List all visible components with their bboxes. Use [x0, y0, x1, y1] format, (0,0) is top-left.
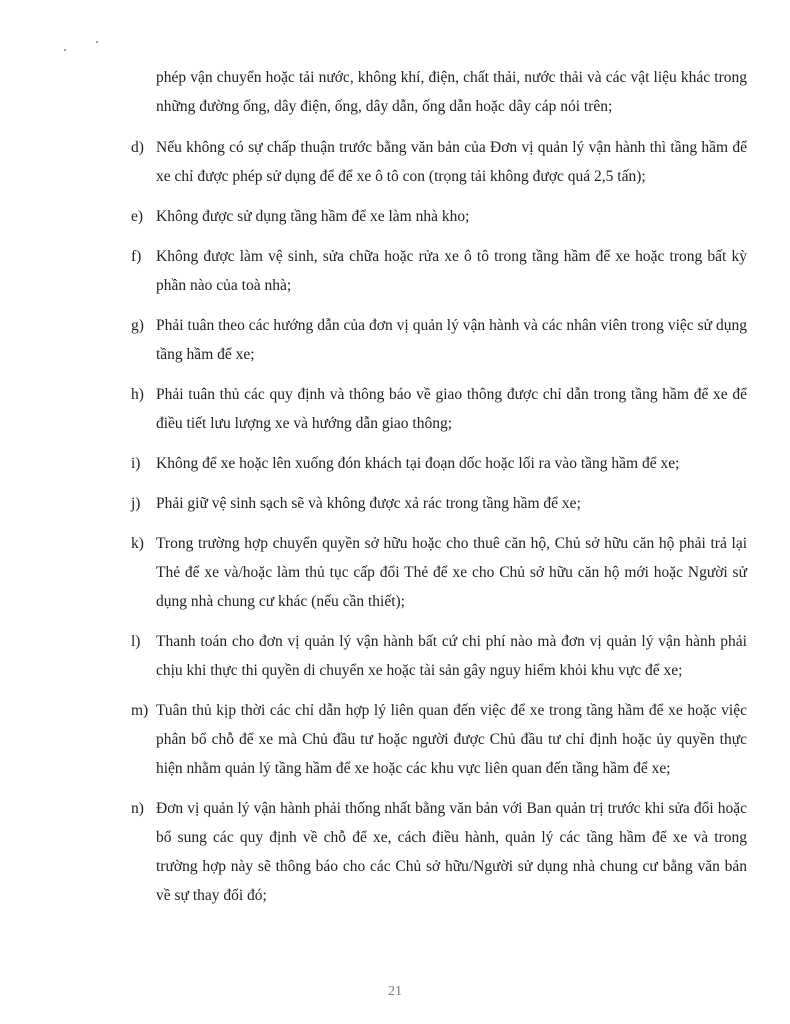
document-body: [131, 63, 747, 921]
list-item-d: [131, 133, 747, 191]
list-item-label: i): [131, 455, 141, 472]
list-item-label: k): [131, 535, 144, 552]
list-item-h: [131, 380, 747, 438]
page-number: 21: [388, 984, 402, 999]
list-item-l: [131, 627, 747, 685]
scan-speck: [64, 49, 66, 51]
list-item-g: [131, 311, 747, 369]
list-item-label: l): [131, 633, 141, 650]
continued-paragraph: phép vận chuyển hoặc tải nước, không khí, điện, chất thải, nước thải và các vật liệu khác trong những đường ống, dây điện, ống, dây dẫn, ống dẫn hoặc dây cáp nói trên;: [156, 69, 747, 115]
list-item-label: h): [131, 386, 144, 403]
scan-speck: [96, 41, 98, 43]
list-item-label: e): [131, 208, 144, 225]
list-item-text: Trong trường hợp chuyển quyền sở hữu hoặc cho thuê căn hộ, Chủ sở hữu căn hộ phải trả lại Thẻ để xe và/hoặc làm thủ tục cấp đổi Thẻ để xe cho Chủ sở hữu căn hộ mới hoặc Người sử dụng nhà chung cư khác (nếu cần thiết);: [156, 535, 747, 610]
list-item-k: [131, 529, 747, 616]
list-item-text: Phải tuân thủ các quy định và thông báo về giao thông được chỉ dẫn trong tầng hầm để xe để điều tiết lưu lượng xe và hướng dẫn giao thông;: [156, 386, 747, 432]
list-item-label: d): [131, 139, 144, 156]
list-item-label: f): [131, 248, 142, 265]
list-item-text: Thanh toán cho đơn vị quản lý vận hành bất cứ chi phí nào mà đơn vị quản lý vận hành phải chịu khi thực thi quyền di chuyển xe hoặc tài sản gây nguy hiểm khỏi khu vực để xe;: [156, 633, 747, 679]
list-item-text: Đơn vị quản lý vận hành phải thống nhất bằng văn bản với Ban quản trị trước khi sửa đổi hoặc bổ sung các quy định về chỗ để xe, cách điều hành, quản lý các tầng hầm để xe và trong trường hợp này sẽ thông báo cho các Chủ sở hữu/Người sử dụng nhà chung cư bằng văn bản về sự thay đổi đó;: [156, 800, 747, 904]
list-item-f: [131, 242, 747, 300]
list-item-label: g): [131, 317, 144, 334]
list-item-n: [131, 794, 747, 910]
list-item-i: [131, 449, 747, 478]
list-item-label: j): [131, 495, 141, 512]
list-item-j: [131, 489, 747, 518]
list-item-m: [131, 696, 747, 783]
list-item-text: Phải giữ vệ sinh sạch sẽ và không được xả rác trong tầng hầm để xe;: [156, 495, 581, 512]
list-item-text: Không để xe hoặc lên xuống đón khách tại đoạn dốc hoặc lối ra vào tầng hầm để xe;: [156, 455, 680, 472]
list-item-label: n): [131, 800, 144, 817]
list-item-text: Nếu không có sự chấp thuận trước bằng văn bản của Đơn vị quản lý vận hành thì tầng hầm để xe chỉ được phép sử dụng để để xe ô tô con (trọng tải không được quá 2,5 tấn);: [156, 139, 747, 185]
list-item-text: Không được làm vệ sinh, sửa chữa hoặc rửa xe ô tô trong tầng hầm để xe hoặc trong bất kỳ phần nào của toà nhà;: [156, 248, 747, 294]
list-item-text: Phải tuân theo các hướng dẫn của đơn vị quản lý vận hành và các nhân viên trong việc sử dụng tầng hầm để xe;: [156, 317, 747, 363]
list-item-e: [131, 202, 747, 231]
list-item-label: m): [131, 702, 149, 719]
list-item-text: Không được sử dụng tầng hầm để xe làm nhà kho;: [156, 208, 470, 225]
list-item-text: Tuân thủ kịp thời các chỉ dẫn hợp lý liên quan đến việc để xe trong tầng hầm để xe hoặc việc phân bổ chỗ để xe mà Chủ đầu tư hoặc người được Chủ đầu tư chỉ định hoặc ủy quyền thực hiện nhằm quản lý tầng hầm để xe hoặc các khu vực liên quan đến tầng hầm để xe;: [156, 702, 747, 777]
